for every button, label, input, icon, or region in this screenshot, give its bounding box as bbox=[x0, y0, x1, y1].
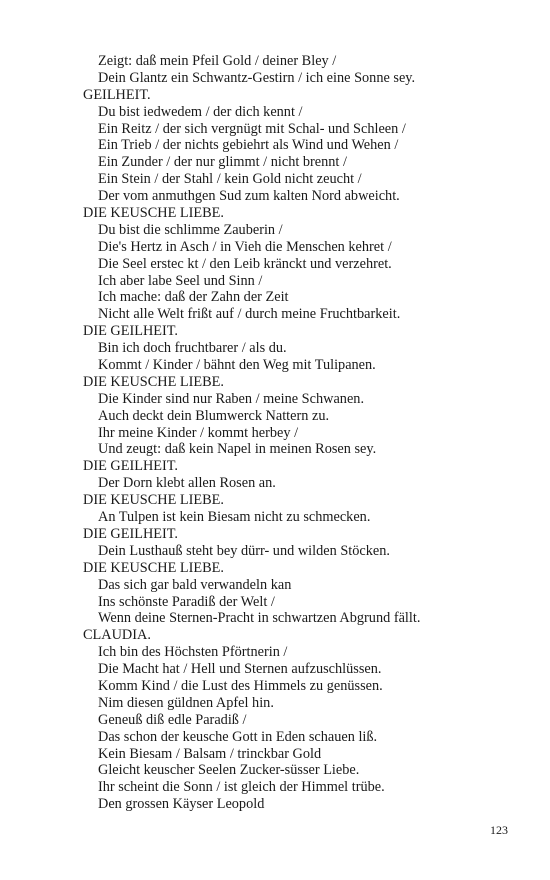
speaker-name: DIE KEUSCHE LIEBE. bbox=[83, 492, 224, 509]
speaker-name: DIE KEUSCHE LIEBE. bbox=[83, 373, 224, 390]
speaker-name: DIE GEILHEIT. bbox=[83, 525, 179, 542]
verse-line: Kein Biesam / Balsam / trinckbar Gold bbox=[98, 745, 322, 762]
verse-line: Dein Lusthauß steht bey dürr- und wilden Stöcken. bbox=[98, 542, 390, 559]
verse-line: Du bist die schlimme Zauberin / bbox=[98, 221, 283, 238]
verse-line: Du bist iedwedem / der dich kennt / bbox=[98, 103, 303, 120]
verse-line: Komm Kind / die Lust des Himmels zu genüssen. bbox=[98, 677, 383, 694]
verse-line: Die's Hertz in Asch / in Vieh die Menschen kehret / bbox=[98, 238, 392, 255]
verse-line: Ein Stein / der Stahl / kein Gold nicht zeucht / bbox=[98, 171, 362, 188]
verse-line: Das schon der keusche Gott in Eden schauen liß. bbox=[98, 728, 378, 745]
verse-line: Geneuß diß edle Paradiß / bbox=[98, 711, 247, 728]
verse-line: Die Seel erstec kt / den Leib kränckt und verzehret. bbox=[98, 255, 392, 272]
verse-line: Ins schönste Paradiß der Welt / bbox=[98, 593, 275, 610]
speaker-name: DIE KEUSCHE LIEBE. bbox=[83, 205, 224, 222]
verse-line: Kommt / Kinder / bähnt den Weg mit Tulipanen. bbox=[98, 357, 376, 374]
verse-line: Das sich gar bald verwandeln kan bbox=[98, 576, 292, 593]
speaker-name: DIE KEUSCHE LIEBE. bbox=[83, 559, 224, 576]
speaker-name: DIE GEILHEIT. bbox=[83, 458, 179, 475]
verse-line: Nicht alle Welt frißt auf / durch meine Fruchtbarkeit. bbox=[98, 306, 401, 323]
verse-line: Ihr meine Kinder / kommt herbey / bbox=[98, 424, 299, 441]
page-number: 123 bbox=[490, 823, 508, 837]
verse-line: An Tulpen ist kein Biesam nicht zu schmecken. bbox=[98, 509, 371, 526]
verse-line: Ich aber labe Seel und Sinn / bbox=[98, 272, 263, 289]
speaker-name: GEILHEIT. bbox=[83, 86, 151, 103]
verse-line: Ich mache: daß der Zahn der Zeit bbox=[98, 289, 289, 306]
verse-line: Gleicht keuscher Seelen Zucker-süsser Liebe. bbox=[98, 762, 360, 779]
speaker-name: DIE GEILHEIT. bbox=[83, 323, 179, 340]
verse-line: Nim diesen güldnen Apfel hin. bbox=[98, 694, 274, 711]
verse-line: Der vom anmuthgen Sud zum kalten Nord abweicht. bbox=[98, 188, 400, 205]
verse-line: Die Macht hat / Hell und Sternen aufzuschlüssen. bbox=[98, 661, 382, 678]
verse-line: Und zeugt: daß kein Napel in meinen Rosen sey. bbox=[98, 441, 377, 458]
verse-line: Den grossen Käyser Leopold bbox=[98, 796, 265, 813]
verse-line: Wenn deine Sternen-Pracht in schwartzen Abgrund fällt. bbox=[98, 610, 421, 627]
verse-line: Ein Reitz / der sich vergnügt mit Schal- und Schleen / bbox=[98, 120, 406, 137]
verse-line: Dein Glantz ein Schwantz-Gestirn / ich eine Sonne sey. bbox=[98, 69, 416, 86]
verse-line: Ich bin des Höchsten Pförtnerin / bbox=[98, 644, 288, 661]
verse-line: Auch deckt dein Blumwerck Nattern zu. bbox=[98, 407, 330, 424]
verse-line: Ein Trieb / der nichts gebiehrt als Wind und Wehen / bbox=[98, 137, 399, 154]
verse-line: Ein Zunder / der nur glimmt / nicht brennt / bbox=[98, 154, 347, 171]
verse-line: Zeigt: daß mein Pfeil Gold / deiner Bley / bbox=[98, 53, 337, 69]
verse-line: Der Dorn klebt allen Rosen an. bbox=[98, 475, 276, 492]
verse-line: Ihr scheint die Sonn / ist gleich der Himmel trübe. bbox=[98, 779, 385, 796]
verse-line: Bin ich doch fruchtbarer / als du. bbox=[98, 340, 287, 357]
verse-line: Die Kinder sind nur Raben / meine Schwanen. bbox=[98, 390, 365, 407]
speaker-name: CLAUDIA. bbox=[83, 627, 151, 644]
text-block bbox=[0, 53, 550, 813]
